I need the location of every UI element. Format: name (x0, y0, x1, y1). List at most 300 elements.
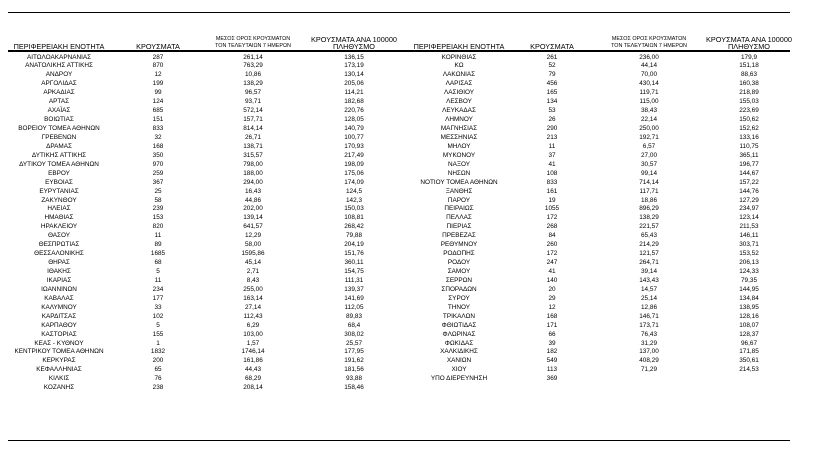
region-cell: ΘΑΣΟΥ (47, 232, 71, 240)
per-100k-cell: 220,76 (344, 107, 364, 115)
per-100k-cell: 206,13 (739, 259, 759, 267)
avg-cell: 10,86 (245, 71, 261, 79)
region-cell: ΥΠΟ ΔΙΕΡΕΥΝΗΣΗ (430, 375, 488, 383)
table-row (4, 188, 404, 197)
avg-cell: 143,43 (639, 276, 659, 284)
avg-cell: 1746,14 (241, 348, 265, 356)
region-cell: ΚΑΡΠΑΘΟΥ (41, 321, 77, 329)
avg-cell: 27,14 (245, 303, 261, 311)
header-per-line1: ΚΡΟΥΣΜΑΤΑ ΑΝΑ 100000 (706, 35, 792, 44)
region-cell: ΔΡΑΜΑΣ (46, 142, 72, 150)
avg-cell: 214,29 (639, 241, 659, 249)
avg-cell: 44,86 (245, 196, 261, 204)
avg-cell: 137,00 (639, 348, 659, 356)
header-per-line2: ΠΛΗΘΥΣΜΟ (333, 42, 375, 51)
avg-cell: 430,14 (639, 80, 659, 88)
table-row (4, 62, 404, 71)
per-100k-cell: 154,75 (344, 268, 364, 275)
table-row (4, 331, 404, 340)
avg-cell: 18,86 (641, 196, 657, 204)
per-100k-cell: 171,85 (739, 348, 759, 356)
per-100k-cell: 139,37 (344, 285, 364, 293)
table-row (408, 348, 794, 357)
avg-cell: 250,00 (639, 125, 659, 132)
table-row (4, 143, 404, 152)
avg-cell: 65,43 (641, 232, 657, 240)
per-100k-cell: 127,29 (739, 196, 759, 204)
region-cell: ΕΥΡΥΤΑΝΙΑΣ (39, 187, 79, 195)
cases-cell: 182 (546, 348, 558, 356)
per-100k-cell: 308,02 (344, 330, 364, 338)
avg-cell: 16,43 (245, 187, 261, 195)
cases-cell: 41 (548, 268, 556, 275)
cases-cell: 53 (548, 107, 556, 115)
cases-cell: 456 (546, 80, 558, 88)
header-avg-line2: ΤΟΝ ΤΕΛΕΥΤΑΙΩΝ 7 ΗΜΕΡΩΝ (611, 43, 687, 49)
cases-cell: 41 (548, 160, 556, 168)
cases-cell: 168 (152, 142, 164, 150)
region-cell: ΡΕΘΥΜΝΟΥ (440, 241, 478, 249)
per-100k-cell: 204,19 (344, 241, 364, 249)
per-100k-cell: 174,09 (344, 178, 364, 186)
avg-cell: 315,57 (243, 151, 263, 159)
cases-cell: 259 (152, 169, 164, 177)
avg-cell: 121,57 (639, 250, 659, 258)
table-row (408, 89, 794, 98)
per-100k-cell: 25,57 (346, 339, 362, 347)
region-cell: ΛΕΥΚΑΔΑΣ (442, 107, 476, 115)
cases-cell: 79 (548, 71, 556, 79)
avg-cell: 157,71 (243, 116, 263, 124)
avg-cell: 14,57 (641, 285, 657, 293)
table-row (4, 384, 404, 393)
table-row (408, 214, 794, 223)
avg-cell: 2,71 (246, 268, 260, 275)
region-cell: ΠΙΕΡΙΑΣ (446, 223, 472, 231)
table-row (408, 322, 794, 331)
table-row (4, 366, 404, 375)
per-100k-cell: 130,14 (344, 71, 364, 79)
cases-cell: 99 (154, 89, 162, 97)
avg-cell: 58,00 (245, 241, 261, 249)
avg-cell: 26,71 (245, 133, 261, 141)
cases-cell: 970 (152, 160, 164, 168)
table-row (408, 161, 794, 170)
per-100k-cell: 108,07 (739, 321, 759, 329)
avg-cell: 112,43 (243, 312, 263, 320)
region-cell: ΠΑΡΟΥ (447, 196, 471, 204)
region-cell: ΛΑΡΙΣΑΣ (445, 80, 473, 88)
left-table-header (4, 32, 404, 50)
cases-cell: 260 (546, 241, 558, 249)
per-100k-cell: 173,19 (344, 62, 364, 70)
avg-cell: 255,00 (243, 285, 263, 293)
per-100k-cell: 112,05 (344, 303, 364, 311)
table-row (408, 54, 794, 63)
cases-cell: 12 (154, 71, 162, 79)
per-100k-cell: 111,31 (344, 276, 364, 284)
table-row (408, 134, 794, 143)
per-100k-cell: 141,69 (344, 294, 364, 302)
per-100k-cell: 68,4 (347, 321, 361, 329)
cases-cell: 52 (548, 62, 556, 70)
region-cell: ΒΟΙΩΤΙΑΣ (44, 116, 74, 124)
per-100k-cell: 155,03 (739, 98, 759, 106)
cases-cell: 140 (546, 276, 558, 284)
avg-cell: 146,71 (639, 312, 659, 320)
table-row (408, 286, 794, 295)
avg-cell: 572,14 (243, 107, 263, 115)
cases-cell: 124 (152, 98, 164, 106)
region-cell: ΒΟΡΕΙΟΥ ΤΟΜΕΑ ΑΘΗΝΩΝ (18, 125, 100, 132)
region-cell: ΞΑΝΘΗΣ (445, 187, 473, 195)
avg-cell: 208,14 (243, 384, 263, 392)
avg-cell: 71,29 (641, 366, 657, 374)
cases-cell: 113 (546, 366, 558, 374)
table-row (4, 340, 404, 349)
per-100k-cell: 140,79 (344, 125, 364, 132)
region-cell: ΚΑΛΥΜΝΟΥ (41, 303, 77, 311)
region-cell: ΣΕΡΡΩΝ (445, 276, 473, 284)
per-100k-cell: 350,61 (739, 357, 759, 365)
cases-cell: 151 (152, 116, 164, 124)
table-row (4, 214, 404, 223)
cases-cell: 172 (546, 214, 558, 222)
avg-cell: 8,43 (246, 276, 260, 284)
table-row (4, 125, 404, 134)
table-row (408, 223, 794, 232)
bottom-rule (8, 440, 790, 441)
avg-cell: 161,86 (243, 357, 263, 365)
table-row (408, 357, 794, 366)
per-100k-cell: 177,95 (344, 348, 364, 356)
table-row (408, 62, 794, 71)
avg-cell: 641,57 (243, 223, 263, 231)
region-cell: ΡΟΔΟΥ (447, 259, 471, 267)
region-cell: ΑΝΑΤΟΛΙΚΗΣ ΑΤΤΙΚΗΣ (25, 62, 93, 70)
region-cell: ΙΘΑΚΗΣ (47, 268, 71, 275)
avg-cell: 221,57 (639, 223, 659, 231)
table-row (4, 322, 404, 331)
per-100k-cell: 142,3 (346, 196, 362, 204)
cases-cell: 177 (152, 294, 164, 302)
cases-cell: 171 (546, 321, 558, 329)
region-cell: ΓΡΕΒΕΝΩΝ (41, 133, 77, 141)
header-avg (202, 36, 304, 50)
avg-cell: 117,71 (639, 187, 659, 195)
region-cell: ΠΕΛΛΑΣ (446, 214, 472, 222)
table-row (4, 277, 404, 286)
avg-cell: 27,00 (641, 151, 657, 159)
region-cell: ΙΚΑΡΙΑΣ (46, 276, 72, 284)
avg-cell: 896,29 (639, 205, 659, 213)
avg-cell: 1595,86 (241, 250, 265, 258)
header-per-100k (304, 36, 404, 50)
region-cell: ΚΟΡΙΝΘΙΑΣ (441, 53, 477, 61)
cases-cell: 685 (152, 107, 164, 115)
region-cell: ΚΕΦΑΛΛΗΝΙΑΣ (36, 366, 82, 374)
table-row (4, 268, 404, 277)
cases-cell: 5 (156, 321, 160, 329)
table-row (4, 205, 404, 214)
table-row (408, 80, 794, 89)
cases-cell: 89 (154, 241, 162, 249)
avg-cell: 44,43 (245, 366, 261, 374)
per-100k-cell: 151,76 (344, 250, 364, 258)
avg-cell: 12,29 (245, 232, 261, 240)
cases-cell: 833 (152, 125, 164, 132)
avg-cell: 138,71 (243, 142, 263, 150)
region-cell: ΛΗΜΝΟΥ (445, 116, 473, 124)
region-cell: ΣΠΟΡΑΔΩΝ (441, 285, 477, 293)
cases-cell: 287 (152, 53, 164, 61)
cases-cell: 234 (152, 285, 164, 293)
per-100k-cell: 144,76 (739, 187, 759, 195)
avg-cell: 163,14 (243, 294, 263, 302)
avg-cell: 93,71 (245, 98, 261, 106)
region-cell: ΛΑΣΙΘΙΟΥ (443, 89, 475, 97)
avg-cell: 38,43 (641, 107, 657, 115)
avg-cell: 798,00 (243, 160, 263, 168)
table-row (4, 89, 404, 98)
avg-cell: 138,29 (243, 80, 263, 88)
avg-cell: 173,71 (639, 321, 659, 329)
table-row (408, 107, 794, 116)
region-cell: ΚΑΣΤΟΡΙΑΣ (41, 330, 77, 338)
region-cell: ΔΥΤΙΚΟΥ ΤΟΜΕΑ ΑΘΗΝΩΝ (19, 160, 99, 168)
avg-cell: 1,57 (246, 339, 260, 347)
table-row (408, 241, 794, 250)
cases-cell: 268 (546, 223, 558, 231)
region-cell: ΝΑΞΟΥ (447, 160, 471, 168)
region-cell: ΗΜΑΘΙΑΣ (44, 214, 74, 222)
per-100k-cell: 144,95 (739, 285, 759, 293)
cases-cell: 820 (152, 223, 164, 231)
per-100k-cell: 88,63 (741, 71, 757, 79)
table-row (408, 98, 794, 107)
cases-cell: 68 (154, 259, 162, 267)
region-cell: ΑΡΚΑΔΙΑΣ (43, 89, 75, 97)
region-cell: ΙΩΑΝΝΙΝΩΝ (41, 285, 77, 293)
per-100k-cell: 128,16 (739, 312, 759, 320)
cases-cell: 870 (152, 62, 164, 70)
cases-cell: 39 (548, 339, 556, 347)
per-100k-cell: 181,56 (344, 366, 364, 374)
avg-cell: 119,71 (639, 89, 659, 97)
region-cell: ΣΥΡΟΥ (448, 294, 470, 302)
region-cell: ΦΘΙΩΤΙΔΑΣ (441, 321, 477, 329)
avg-cell: 202,00 (243, 205, 263, 213)
region-cell: ΝΗΣΩΝ (447, 169, 471, 177)
cases-cell: 1 (156, 339, 160, 347)
per-100k-cell: 218,89 (739, 89, 759, 97)
cases-cell: 19 (548, 196, 556, 204)
cases-cell: 153 (152, 214, 164, 222)
per-100k-cell: 152,62 (739, 125, 759, 132)
avg-cell: 12,86 (641, 303, 657, 311)
table-row (4, 98, 404, 107)
cases-cell: 1685 (150, 250, 166, 258)
region-cell: ΤΗΝΟΥ (447, 303, 471, 311)
region-cell: ΜΗΛΟΥ (447, 142, 471, 150)
per-100k-cell: 211,53 (739, 223, 759, 231)
table-row (408, 340, 794, 349)
per-100k-cell: 108,81 (344, 214, 364, 222)
per-100k-cell: 365,11 (739, 151, 759, 159)
cases-cell: 247 (546, 259, 558, 267)
per-100k-cell: 182,68 (344, 98, 364, 106)
avg-cell: 763,29 (243, 62, 263, 70)
per-100k-cell: 303,71 (739, 241, 759, 249)
avg-cell: 139,14 (243, 214, 263, 222)
cases-cell: 25 (154, 187, 162, 195)
region-cell: ΑΡΓΟΛΙΔΑΣ (41, 80, 77, 88)
per-100k-cell: 136,15 (344, 53, 364, 61)
per-100k-cell: 198,09 (344, 160, 364, 168)
table-row (4, 348, 404, 357)
table-row (408, 197, 794, 206)
left-table-body (4, 54, 404, 394)
avg-cell: 264,71 (639, 259, 659, 267)
table-row (408, 250, 794, 259)
region-cell: ΚΕΝΤΡΙΚΟΥ ΤΟΜΕΑ ΑΘΗΝΩΝ (14, 348, 104, 356)
header-avg-line2: ΤΟΝ ΤΕΛΕΥΤΑΙΩΝ 7 ΗΜΕΡΩΝ (215, 43, 291, 49)
header-avg-line1: ΜΕΣΟΣ ΟΡΟΣ ΚΡΟΥΣΜΑΤΩΝ (215, 36, 291, 42)
table-row (4, 250, 404, 259)
per-100k-cell: 138,95 (739, 303, 759, 311)
region-cell: ΚΟΖΑΝΗΣ (43, 384, 75, 392)
region-cell: ΤΡΙΚΑΛΩΝ (442, 312, 476, 320)
table-row (4, 80, 404, 89)
header-avg-line1: ΜΕΣΟΣ ΟΡΟΣ ΚΡΟΥΣΜΑΤΩΝ (611, 36, 687, 42)
region-cell: ΛΕΣΒΟΥ (446, 98, 472, 106)
per-100k-cell: 160,38 (739, 80, 759, 88)
cases-cell: 239 (152, 205, 164, 213)
per-100k-cell: 157,22 (739, 178, 759, 186)
region-cell: ΑΡΤΑΣ (48, 98, 70, 106)
per-100k-cell: 268,42 (344, 223, 364, 231)
cases-cell: 58 (154, 196, 162, 204)
right-table-body (408, 54, 794, 385)
avg-cell: 261,14 (243, 53, 263, 61)
cases-cell: 32 (154, 133, 162, 141)
per-100k-cell: 360,11 (344, 259, 364, 267)
table-row (408, 152, 794, 161)
region-cell: ΗΛΕΙΑΣ (47, 205, 71, 213)
per-100k-cell: 89,83 (346, 312, 362, 320)
table-row (4, 116, 404, 125)
per-100k-cell: 114,21 (344, 89, 364, 97)
cases-cell: 29 (548, 294, 556, 302)
cases-cell: 367 (152, 178, 164, 186)
avg-cell: 408,29 (639, 357, 659, 365)
cases-cell: 1055 (544, 205, 560, 213)
region-cell: ΦΛΩΡΙΝΑΣ (442, 330, 476, 338)
region-cell: ΚΕΑΣ - ΚΥΘΝΟΥ (34, 339, 84, 347)
header-cases: ΚΡΟΥΣΜΑΤΑ (136, 42, 180, 51)
cases-cell: 20 (548, 285, 556, 293)
table-row (408, 116, 794, 125)
per-100k-cell: 205,06 (344, 80, 364, 88)
per-100k-cell: 153,52 (739, 250, 759, 258)
region-cell: ΚΑΡΔΙΤΣΑΣ (41, 312, 77, 320)
avg-cell: 115,00 (639, 98, 659, 106)
per-100k-cell: 179,9 (741, 53, 757, 61)
header-cases: ΚΡΟΥΣΜΑΤΑ (530, 42, 574, 51)
table-row (4, 170, 404, 179)
table-row (408, 232, 794, 241)
table-row (408, 295, 794, 304)
table-row (4, 232, 404, 241)
per-100k-cell: 150,62 (739, 116, 759, 124)
cases-cell: 549 (546, 357, 558, 365)
table-row (408, 170, 794, 179)
avg-cell: 294,00 (243, 178, 263, 186)
per-100k-cell: 217,49 (344, 151, 364, 159)
per-100k-cell: 144,67 (739, 169, 759, 177)
per-100k-cell: 123,14 (739, 214, 759, 222)
header-region: ΠΕΡΙΦΕΡΕΙΑΚΗ ΕΝΟΤΗΤΑ (13, 42, 105, 51)
region-cell: ΑΧΑΪΑΣ (47, 107, 71, 115)
region-cell: ΘΗΡΑΣ (48, 259, 70, 267)
region-cell: ΠΕΙΡΑΙΩΣ (444, 205, 474, 213)
region-cell: ΜΕΣΣΗΝΙΑΣ (440, 133, 478, 141)
per-100k-cell: 146,11 (739, 232, 759, 240)
cases-cell: 833 (546, 178, 558, 186)
avg-cell: 814,14 (243, 125, 263, 132)
table-row (4, 223, 404, 232)
avg-cell: 714,14 (639, 178, 659, 186)
per-100k-cell: 124,5 (346, 187, 362, 195)
header-avg (594, 36, 704, 50)
per-100k-cell: 134,84 (739, 294, 759, 302)
region-cell: ΧΑΛΚΙΔΙΚΗΣ (440, 348, 478, 356)
region-cell: ΝΟΤΙΟΥ ΤΟΜΕΑ ΑΘΗΝΩΝ (420, 178, 498, 186)
table-row (408, 268, 794, 277)
table-row (4, 313, 404, 322)
avg-cell: 31,29 (641, 339, 657, 347)
per-100k-cell: 223,69 (739, 107, 759, 115)
per-100k-cell: 93,88 (346, 375, 362, 383)
cases-cell: 199 (152, 80, 164, 88)
table-row (4, 295, 404, 304)
table-row (4, 134, 404, 143)
region-cell: ΧΑΝΙΩΝ (446, 357, 472, 365)
cases-cell: 65 (154, 366, 162, 374)
region-cell: ΜΑΓΝΗΣΙΑΣ (440, 125, 478, 132)
header-per-line1: ΚΡΟΥΣΜΑΤΑ ΑΝΑ 100000 (311, 35, 397, 44)
per-100k-cell: 133,16 (739, 133, 759, 141)
cases-cell: 108 (546, 169, 558, 177)
per-100k-cell: 96,67 (741, 339, 757, 347)
cases-cell: 172 (546, 250, 558, 258)
avg-cell: 99,14 (641, 169, 657, 177)
per-100k-cell: 214,53 (739, 366, 759, 374)
per-100k-cell: 110,75 (739, 142, 759, 150)
avg-cell: 103,00 (243, 330, 263, 338)
table-row (408, 366, 794, 375)
cases-cell: 11 (154, 232, 162, 240)
cases-cell: 12 (548, 303, 556, 311)
cases-cell: 161 (546, 187, 558, 195)
avg-cell: 30,57 (641, 160, 657, 168)
per-100k-cell: 150,03 (344, 205, 364, 213)
region-cell: ΕΥΒΟΙΑΣ (45, 178, 73, 186)
cases-cell: 11 (154, 276, 162, 284)
avg-cell: 70,00 (641, 71, 657, 79)
cases-cell: 168 (546, 312, 558, 320)
cases-cell: 261 (546, 53, 558, 61)
